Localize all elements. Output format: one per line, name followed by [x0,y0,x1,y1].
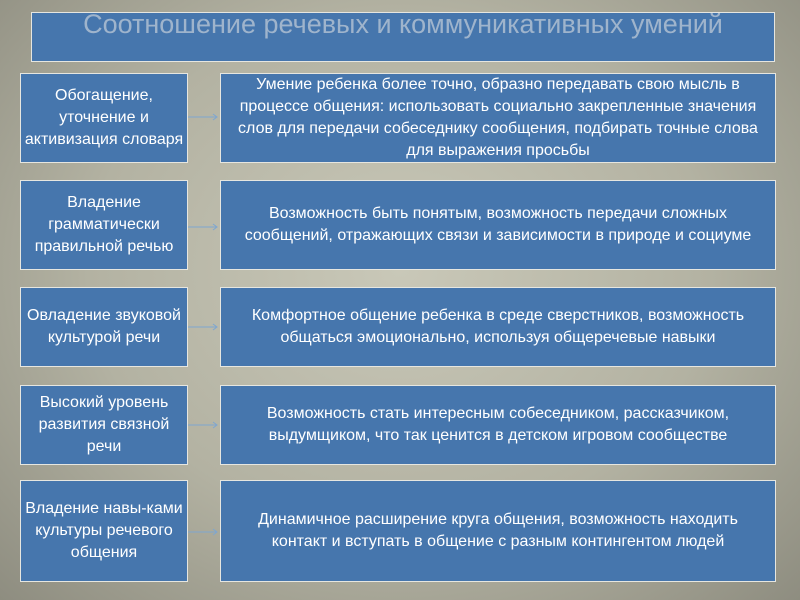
outcome-box-grammar [220,180,776,270]
outcome-box-vocabulary [220,73,776,163]
outcome-box-sound-culture [220,287,776,367]
skill-box-grammar [20,180,188,270]
skill-label: Владение грамматически правильной речью [34,194,174,255]
skill-label: Овладение звуковой культурой речи [27,307,181,346]
outcome-text: Динамичное расширение круга общения, возможность находить контакт и вступать в общение с разным контингентом людей [258,511,738,550]
outcome-text: Умение ребенка более точно, образно передавать свою мысль в процессе общения: использовать социально закрепленные значения слов для передачи собеседнику сообщения, подбирать точные слова для выражения просьбы [238,76,758,159]
outcome-text: Комфортное общение ребенка в среде сверстников, возможность общаться эмоционально, используя общеречевые навыки [251,307,745,346]
skill-box-sound-culture [20,287,188,367]
outcome-box-communication-culture [220,480,776,582]
skill-label: Высокий уровень развития связной речи [38,394,170,455]
skill-label: Обогащение, уточнение и активизация словаря [24,87,184,148]
outcome-text: Возможность быть понятым, возможность передачи сложных сообщений, отражающих связи и зависимости в природе и социуме [244,205,752,244]
title-box [31,12,775,62]
outcome-box-coherent-speech [220,385,776,465]
connector-arrow-icon [188,112,220,122]
connector-arrow-icon [188,527,220,537]
skill-box-coherent-speech [20,385,188,465]
skill-label: Владение навы-ками культуры речевого общения [25,500,183,561]
connector-arrow-icon [188,222,220,232]
skill-box-vocabulary [20,73,188,163]
connector-arrow-icon [188,420,220,430]
connector-arrow-icon [188,322,220,332]
outcome-text: Возможность стать интересным собеседником, рассказчиком, выдумщиком, что так ценится в детском игровом сообществе [266,405,730,444]
slide-title: Соотношение речевых и коммуникативных умений [83,12,723,39]
skill-box-communication-culture [20,480,188,582]
